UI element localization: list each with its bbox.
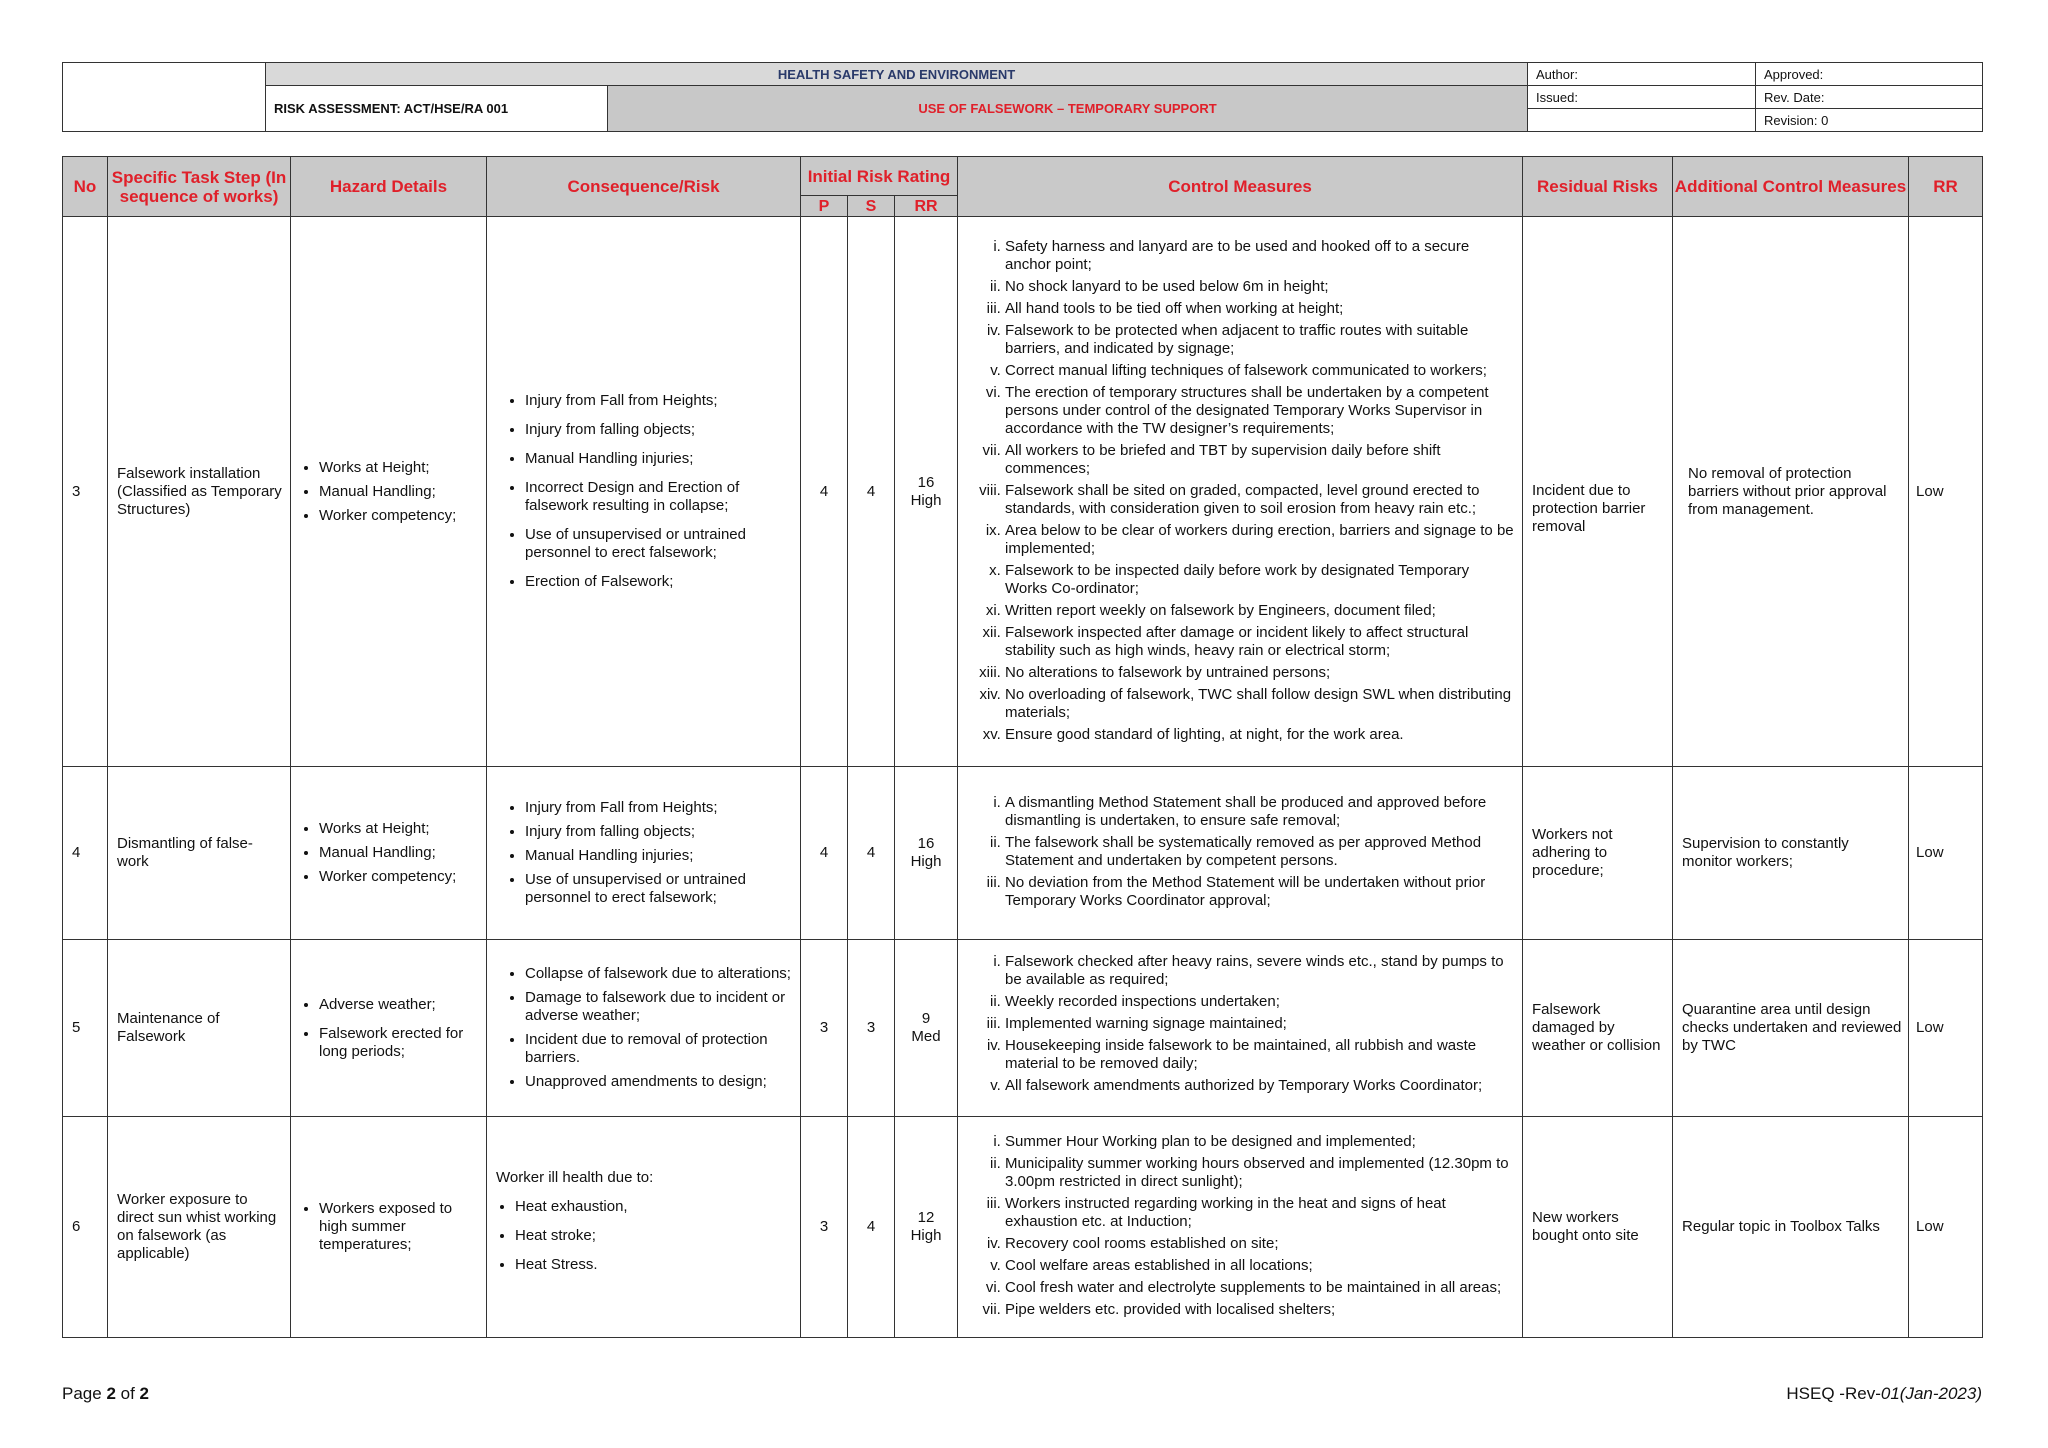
row-no: 5 <box>63 940 108 1117</box>
risk-rating-value: 12 <box>917 1209 935 1226</box>
final-risk-rating: Low <box>1909 1117 1983 1338</box>
list-item: xii. Falsework inspected after damage or incident likely to affect structural stability such as high winds, heavy rain or electrical storm; <box>1005 624 1514 660</box>
task-step: Worker exposure to direct sun whist working on falsework (as applicable) <box>108 1117 291 1338</box>
risk-rating-value: 9 <box>921 1010 931 1027</box>
header-final-rr: RR <box>1909 157 1983 217</box>
risk-rating-cell <box>895 217 958 767</box>
header-task-step: Specific Task Step (In sequence of works) <box>108 157 291 217</box>
risk-rating-cell <box>895 940 958 1117</box>
risk-rating-value: 16 <box>917 835 935 852</box>
list-item: v. All falsework amendments authorized by Temporary Works Coordinator; <box>1005 1077 1514 1095</box>
document-title: USE OF FALSEWORK – TEMPORARY SUPPORT <box>608 86 1528 132</box>
task-step: Dismantling of false-work <box>108 767 291 940</box>
header-rr: RR <box>895 196 958 217</box>
control-measures-cell <box>958 217 1523 767</box>
probability-value: 4 <box>801 217 848 767</box>
list-item: xiii. No alterations to falsework by untrained persons; <box>1005 664 1514 682</box>
consequence-list <box>487 965 800 1091</box>
header-residual-risks: Residual Risks <box>1523 157 1673 217</box>
consequence-list-cell <box>487 767 801 940</box>
page-prefix: Page <box>62 1384 107 1403</box>
list-item: • Incorrect Design and Erection of falsework resulting in collapse; <box>525 479 794 515</box>
list-item: iii. No deviation from the Method Statement will be undertaken without prior Temporary Works Coordinator approval; <box>1005 874 1514 910</box>
header-consequence: Consequence/Risk <box>487 157 801 217</box>
list-item: i. Summer Hour Working plan to be designed and implemented; <box>1005 1133 1514 1151</box>
list-item: • Workers exposed to high summer temperatures; <box>319 1200 480 1254</box>
consequence-list <box>487 799 800 907</box>
revision-footer <box>1786 1384 1982 1404</box>
header-p: P <box>801 196 848 217</box>
approved-field: Approved: <box>1756 63 1983 86</box>
consequence-list <box>487 1198 800 1274</box>
control-measures-list <box>958 794 1522 910</box>
list-item: • Use of unsupervised or untrained personnel to erect falsework; <box>525 526 794 562</box>
consequence-list-cell <box>487 217 801 767</box>
hazard-list-cell <box>291 940 487 1117</box>
risk-rating-level: High <box>910 853 942 870</box>
table-row <box>63 1117 1983 1338</box>
severity-value: 4 <box>848 217 895 767</box>
list-item: i. Safety harness and lanyard are to be used and hooked off to a secure anchor point; <box>1005 238 1514 274</box>
header-s: S <box>848 196 895 217</box>
additional-control: Regular topic in Toolbox Talks <box>1673 1117 1909 1338</box>
risk-assessment-table <box>62 156 1983 1338</box>
consequence-list-cell <box>487 1117 801 1338</box>
risk-rating-value: 16 <box>917 473 935 491</box>
rev-value: 01(Jan-2023) <box>1880 1384 1982 1403</box>
hazard-list-cell <box>291 1117 487 1338</box>
task-step: Falsework installation (Classified as Temporary Structures) <box>108 217 291 767</box>
list-item: • Heat exhaustion, <box>515 1198 794 1216</box>
list-item: • Adverse weather; <box>319 996 480 1014</box>
task-step: Maintenance of Falsework <box>108 940 291 1117</box>
list-item: • Heat Stress. <box>515 1256 794 1274</box>
page-total: 2 <box>139 1384 149 1403</box>
list-item: iv. Recovery cool rooms established on site; <box>1005 1235 1514 1253</box>
final-risk-rating: Low <box>1909 940 1983 1117</box>
list-item: • Works at Height; <box>319 459 480 477</box>
list-item: • Collapse of falsework due to alterations; <box>525 965 794 983</box>
list-item: i. Falsework checked after heavy rains, severe winds etc., stand by pumps to be available as required; <box>1005 953 1514 989</box>
table-row <box>63 767 1983 940</box>
severity-value: 4 <box>848 1117 895 1338</box>
risk-rating-level: Med <box>911 1028 941 1045</box>
list-item: iv. Falsework to be protected when adjacent to traffic routes with suitable barriers, and indicated by signage; <box>1005 322 1514 358</box>
issued-field: Issued: <box>1528 86 1756 109</box>
list-item: ii. Municipality summer working hours observed and implemented (12.30pm to 3.00pm restricted in direct sunlight); <box>1005 1155 1514 1191</box>
author-field: Author: <box>1528 63 1756 86</box>
risk-rating-cell <box>895 767 958 940</box>
list-item: • Incident due to removal of protection barriers. <box>525 1031 794 1067</box>
page-current: 2 <box>106 1384 116 1403</box>
list-item: • Injury from falling objects; <box>525 421 794 439</box>
header-no: No <box>63 157 108 217</box>
residual-risk: New workers bought onto site <box>1523 1117 1673 1338</box>
list-item: • Manual Handling; <box>319 844 480 862</box>
list-item: • Manual Handling injuries; <box>525 450 794 468</box>
table-row <box>63 940 1983 1117</box>
list-item: • Falsework erected for long periods; <box>319 1025 480 1061</box>
section-title: HEALTH SAFETY AND ENVIRONMENT <box>266 63 1528 86</box>
severity-value: 4 <box>848 767 895 940</box>
list-item: • Injury from Fall from Heights; <box>525 799 794 817</box>
hazard-list-cell <box>291 217 487 767</box>
probability-value: 3 <box>801 1117 848 1338</box>
risk-rating-cell <box>895 1117 958 1338</box>
consequence-list-cell <box>487 940 801 1117</box>
empty-meta-cell <box>1528 109 1756 132</box>
document-header <box>62 62 1983 132</box>
list-item: ii. Weekly recorded inspections undertaken; <box>1005 993 1514 1011</box>
list-item: vii. Pipe welders etc. provided with localised shelters; <box>1005 1301 1514 1319</box>
header-additional-controls: Additional Control Measures <box>1673 157 1909 217</box>
list-item: • Erection of Falsework; <box>525 573 794 591</box>
risk-assessment-id: RISK ASSESSMENT: ACT/HSE/RA 001 <box>266 86 608 132</box>
final-risk-rating: Low <box>1909 217 1983 767</box>
control-measures-cell <box>958 767 1523 940</box>
header-control-measures: Control Measures <box>958 157 1523 217</box>
list-item: vi. The erection of temporary structures shall be undertaken by a competent persons under control of the designated Temporary Works Supervisor in accordance with the TW designer’s requirements; <box>1005 384 1514 438</box>
list-item: • Manual Handling injuries; <box>525 847 794 865</box>
risk-rating-level: High <box>910 1227 942 1244</box>
control-measures-list <box>958 953 1522 1095</box>
list-item: • Injury from Fall from Heights; <box>525 392 794 410</box>
consequence-intro: Worker ill health due to: <box>496 1169 654 1186</box>
hazard-list <box>291 459 486 525</box>
risk-rating-level: High <box>910 491 942 509</box>
revision-field: Revision: 0 <box>1756 109 1983 132</box>
page-of: of <box>115 1384 140 1403</box>
control-measures-cell <box>958 1117 1523 1338</box>
list-item: ix. Area below to be clear of workers during erection, barriers and signage to be implemented; <box>1005 522 1514 558</box>
logo-area <box>63 63 266 132</box>
list-item: • Heat stroke; <box>515 1227 794 1245</box>
control-measures-cell <box>958 940 1523 1117</box>
rev-date-field: Rev. Date: <box>1756 86 1983 109</box>
hazard-list-cell <box>291 767 487 940</box>
list-item: xi. Written report weekly on falsework by Engineers, document filed; <box>1005 602 1514 620</box>
list-item: • Worker competency; <box>319 507 480 525</box>
list-item: ii. No shock lanyard to be used below 6m in height; <box>1005 278 1514 296</box>
list-item: iii. All hand tools to be tied off when working at height; <box>1005 300 1514 318</box>
hazard-list <box>291 1200 486 1254</box>
list-item: xiv. No overloading of falsework, TWC shall follow design SWL when distributing materials; <box>1005 686 1514 722</box>
list-item: iii. Workers instructed regarding working in the heat and signs of heat exhaustion etc. at Induction; <box>1005 1195 1514 1231</box>
additional-control: Supervision to constantly monitor workers; <box>1673 767 1909 940</box>
list-item: • Unapproved amendments to design; <box>525 1073 794 1091</box>
list-item: • Injury from falling objects; <box>525 823 794 841</box>
list-item: • Works at Height; <box>319 820 480 838</box>
list-item: • Worker competency; <box>319 868 480 886</box>
list-item: • Manual Handling; <box>319 483 480 501</box>
list-item: i. A dismantling Method Statement shall be produced and approved before dismantling is undertaken, to ensure safe removal; <box>1005 794 1514 830</box>
residual-risk: Workers not adhering to procedure; <box>1523 767 1673 940</box>
list-item: viii. Falsework shall be sited on graded, compacted, level ground erected to standards, with consideration given to soil erosion from heavy rain etc.; <box>1005 482 1514 518</box>
list-item: iii. Implemented warning signage maintained; <box>1005 1015 1514 1033</box>
probability-value: 4 <box>801 767 848 940</box>
list-item: vi. Cool fresh water and electrolyte supplements to be maintained in all areas; <box>1005 1279 1514 1297</box>
list-item: ii. The falsework shall be systematically removed as per approved Method Statement and undertaken by competent persons. <box>1005 834 1514 870</box>
residual-risk: Incident due to protection barrier removal <box>1523 217 1673 767</box>
table-row <box>63 217 1983 767</box>
list-item: v. Correct manual lifting techniques of falsework communicated to workers; <box>1005 362 1514 380</box>
list-item: xv. Ensure good standard of lighting, at night, for the work area. <box>1005 726 1514 744</box>
header-initial-risk: Initial Risk Rating <box>801 157 958 196</box>
header-hazard: Hazard Details <box>291 157 487 217</box>
hazard-list <box>291 996 486 1061</box>
row-no: 4 <box>63 767 108 940</box>
control-measures-list <box>958 238 1522 744</box>
control-measures-list <box>958 1133 1522 1319</box>
consequence-list <box>487 392 800 591</box>
list-item: x. Falsework to be inspected daily before work by designated Temporary Works Co-ordinator; <box>1005 562 1514 598</box>
list-item: vii. All workers to be briefed and TBT by supervision daily before shift commences; <box>1005 442 1514 478</box>
page-number <box>62 1384 149 1404</box>
additional-control: Quarantine area until design checks undertaken and reviewed by TWC <box>1673 940 1909 1117</box>
severity-value: 3 <box>848 940 895 1117</box>
additional-control: No removal of protection barriers without prior approval from management. <box>1673 217 1909 767</box>
row-no: 6 <box>63 1117 108 1338</box>
final-risk-rating: Low <box>1909 767 1983 940</box>
list-item: iv. Housekeeping inside falsework to be maintained, all rubbish and waste material to be removed daily; <box>1005 1037 1514 1073</box>
residual-risk: Falsework damaged by weather or collision <box>1523 940 1673 1117</box>
list-item: • Damage to falsework due to incident or adverse weather; <box>525 989 794 1025</box>
list-item: • Use of unsupervised or untrained personnel to erect falsework; <box>525 871 794 907</box>
rev-prefix: HSEQ -Rev- <box>1786 1384 1881 1403</box>
row-no: 3 <box>63 217 108 767</box>
probability-value: 3 <box>801 940 848 1117</box>
list-item: v. Cool welfare areas established in all locations; <box>1005 1257 1514 1275</box>
hazard-list <box>291 820 486 886</box>
